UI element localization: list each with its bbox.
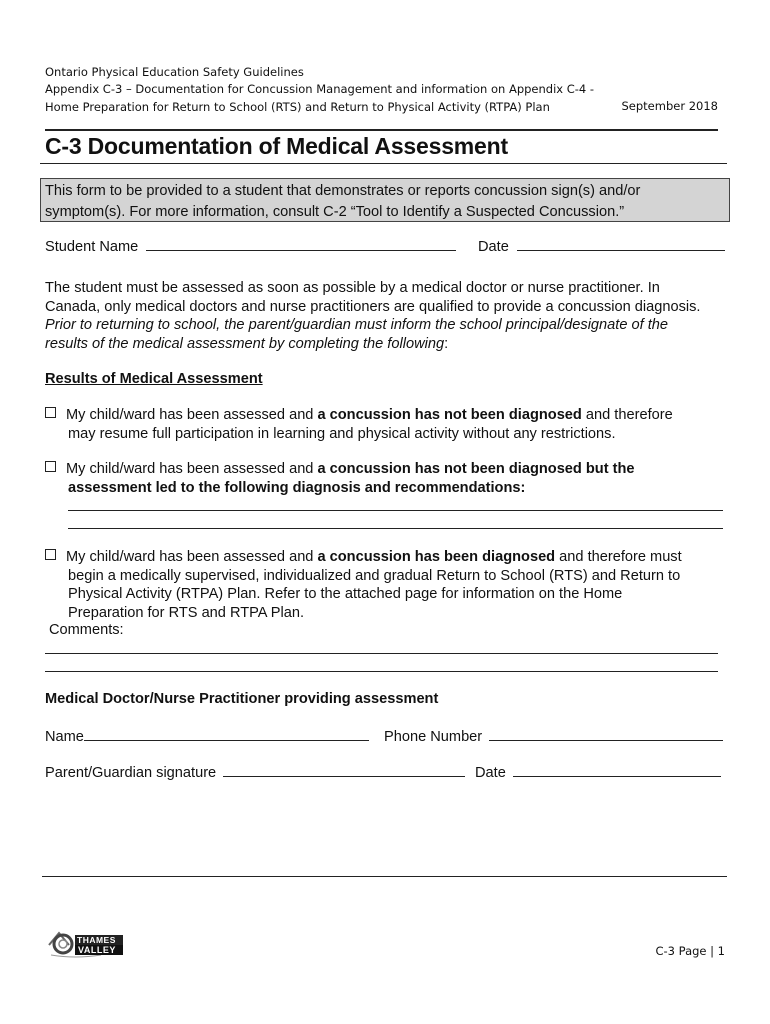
- header-line-3: Home Preparation for Return to School (RTS) and Return to Physical Activity (RTPA) Plan: [45, 100, 550, 114]
- title-divider: [40, 163, 727, 164]
- doctor-name-label: Name: [45, 729, 84, 745]
- parent-signature-field[interactable]: [223, 764, 465, 777]
- option-2-bold: a concussion has not been diagnosed but the: [317, 461, 635, 477]
- date-2-field[interactable]: [513, 764, 721, 777]
- option-3-line-4: Preparation for RTS and RTPA Plan.: [68, 604, 305, 621]
- option-1-bold: a concussion has not been diagnosed: [317, 407, 582, 423]
- option-1-checkbox[interactable]: [45, 407, 56, 418]
- option-3-text-end: and therefore must: [555, 549, 682, 565]
- diagnosis-line-2[interactable]: [68, 528, 723, 529]
- option-1: [45, 406, 735, 443]
- parent-signature-label: Parent/Guardian signature: [45, 765, 217, 781]
- comments-label: Comments:: [49, 622, 124, 638]
- header-divider: [45, 129, 718, 131]
- comments-line-1[interactable]: [45, 653, 718, 654]
- option-2: [45, 460, 735, 497]
- phone-label: Phone Number: [384, 729, 483, 745]
- option-3-line-1: [45, 548, 735, 567]
- option-3-line-3: Physical Activity (RTPA) Plan. Refer to the attached page for information on the Home: [68, 586, 623, 602]
- student-name-label: Student Name: [45, 239, 139, 255]
- option-1-text-end: and therefore: [581, 407, 673, 423]
- option-2-text: My child/ward has been assessed and: [66, 461, 318, 477]
- date-row: [478, 238, 725, 255]
- intro-paragraph: [45, 279, 735, 353]
- notice-line-1: This form to be provided to a student that demonstrates or reports concussion sign(s) and/or: [45, 183, 641, 199]
- diagnosis-line-1[interactable]: [68, 510, 723, 511]
- option-2-line-2: assessment led to the following diagnosis and recommendations:: [68, 479, 526, 496]
- logo-text-bottom: VALLEY: [78, 945, 116, 955]
- doctor-heading: Medical Doctor/Nurse Practitioner providing assessment: [45, 691, 439, 707]
- option-1-line-2: may resume full participation in learning and physical activity without any restrictions.: [68, 425, 616, 442]
- option-1-text: My child/ward has been assessed and: [66, 407, 318, 423]
- intro-line-3: Prior to returning to school, the parent/guardian must inform the school principal/designate of the: [45, 317, 669, 333]
- results-heading: Results of Medical Assessment: [45, 371, 263, 387]
- comments-line-2[interactable]: [45, 671, 718, 672]
- page-title: C-3 Documentation of Medical Assessment: [45, 133, 508, 159]
- header-line-1: Ontario Physical Education Safety Guidelines: [45, 65, 304, 79]
- logo-text-top: THAMES: [77, 935, 116, 945]
- date-2-label: Date: [475, 765, 506, 781]
- intro-line-1: The student must be assessed as soon as possible by a medical doctor or nurse practitioner. In: [45, 280, 660, 296]
- option-3-bold: a concussion has been diagnosed: [317, 549, 556, 565]
- date-2-row: [475, 764, 721, 781]
- intro-line-4: results of the medical assessment by completing the following: [45, 335, 445, 352]
- intro-line-4-end: :: [444, 335, 449, 352]
- intro-line-4-wrap: [45, 335, 735, 354]
- date-label: Date: [478, 239, 509, 255]
- header-line-2: Appendix C-3 – Documentation for Concussion Management and information on Appendix C-4 -: [45, 82, 595, 96]
- option-1-line-1: [45, 406, 735, 425]
- date-field[interactable]: [517, 238, 725, 251]
- parent-signature-row: [45, 764, 465, 781]
- phone-field[interactable]: [489, 728, 723, 741]
- thames-valley-logo: [45, 925, 125, 959]
- option-3-checkbox[interactable]: [45, 549, 56, 560]
- intro-line-2: Canada, only medical doctors and nurse practitioners are qualified to provide a concussion diagnosis.: [45, 298, 701, 315]
- option-3-line-2: begin a medically supervised, individualized and gradual Return to School (RTS) and Return to: [68, 567, 681, 584]
- option-2-line-1: [45, 460, 735, 479]
- phone-row: [384, 728, 723, 745]
- notice-line-2: symptom(s). For more information, consult C-2 “Tool to Identify a Suspected Concussion.”: [45, 204, 625, 220]
- option-2-checkbox[interactable]: [45, 461, 56, 472]
- doctor-name-field[interactable]: [84, 728, 369, 741]
- notice-box: [40, 178, 730, 222]
- student-name-row: [45, 238, 456, 255]
- doctor-name-row: [45, 728, 369, 745]
- option-3-text: My child/ward has been assessed and: [66, 549, 318, 565]
- page-number: C-3 Page | 1: [655, 944, 725, 958]
- option-3: [45, 548, 735, 622]
- student-name-field[interactable]: [146, 238, 456, 251]
- header-date: September 2018: [621, 99, 718, 113]
- footer-divider: [42, 876, 727, 877]
